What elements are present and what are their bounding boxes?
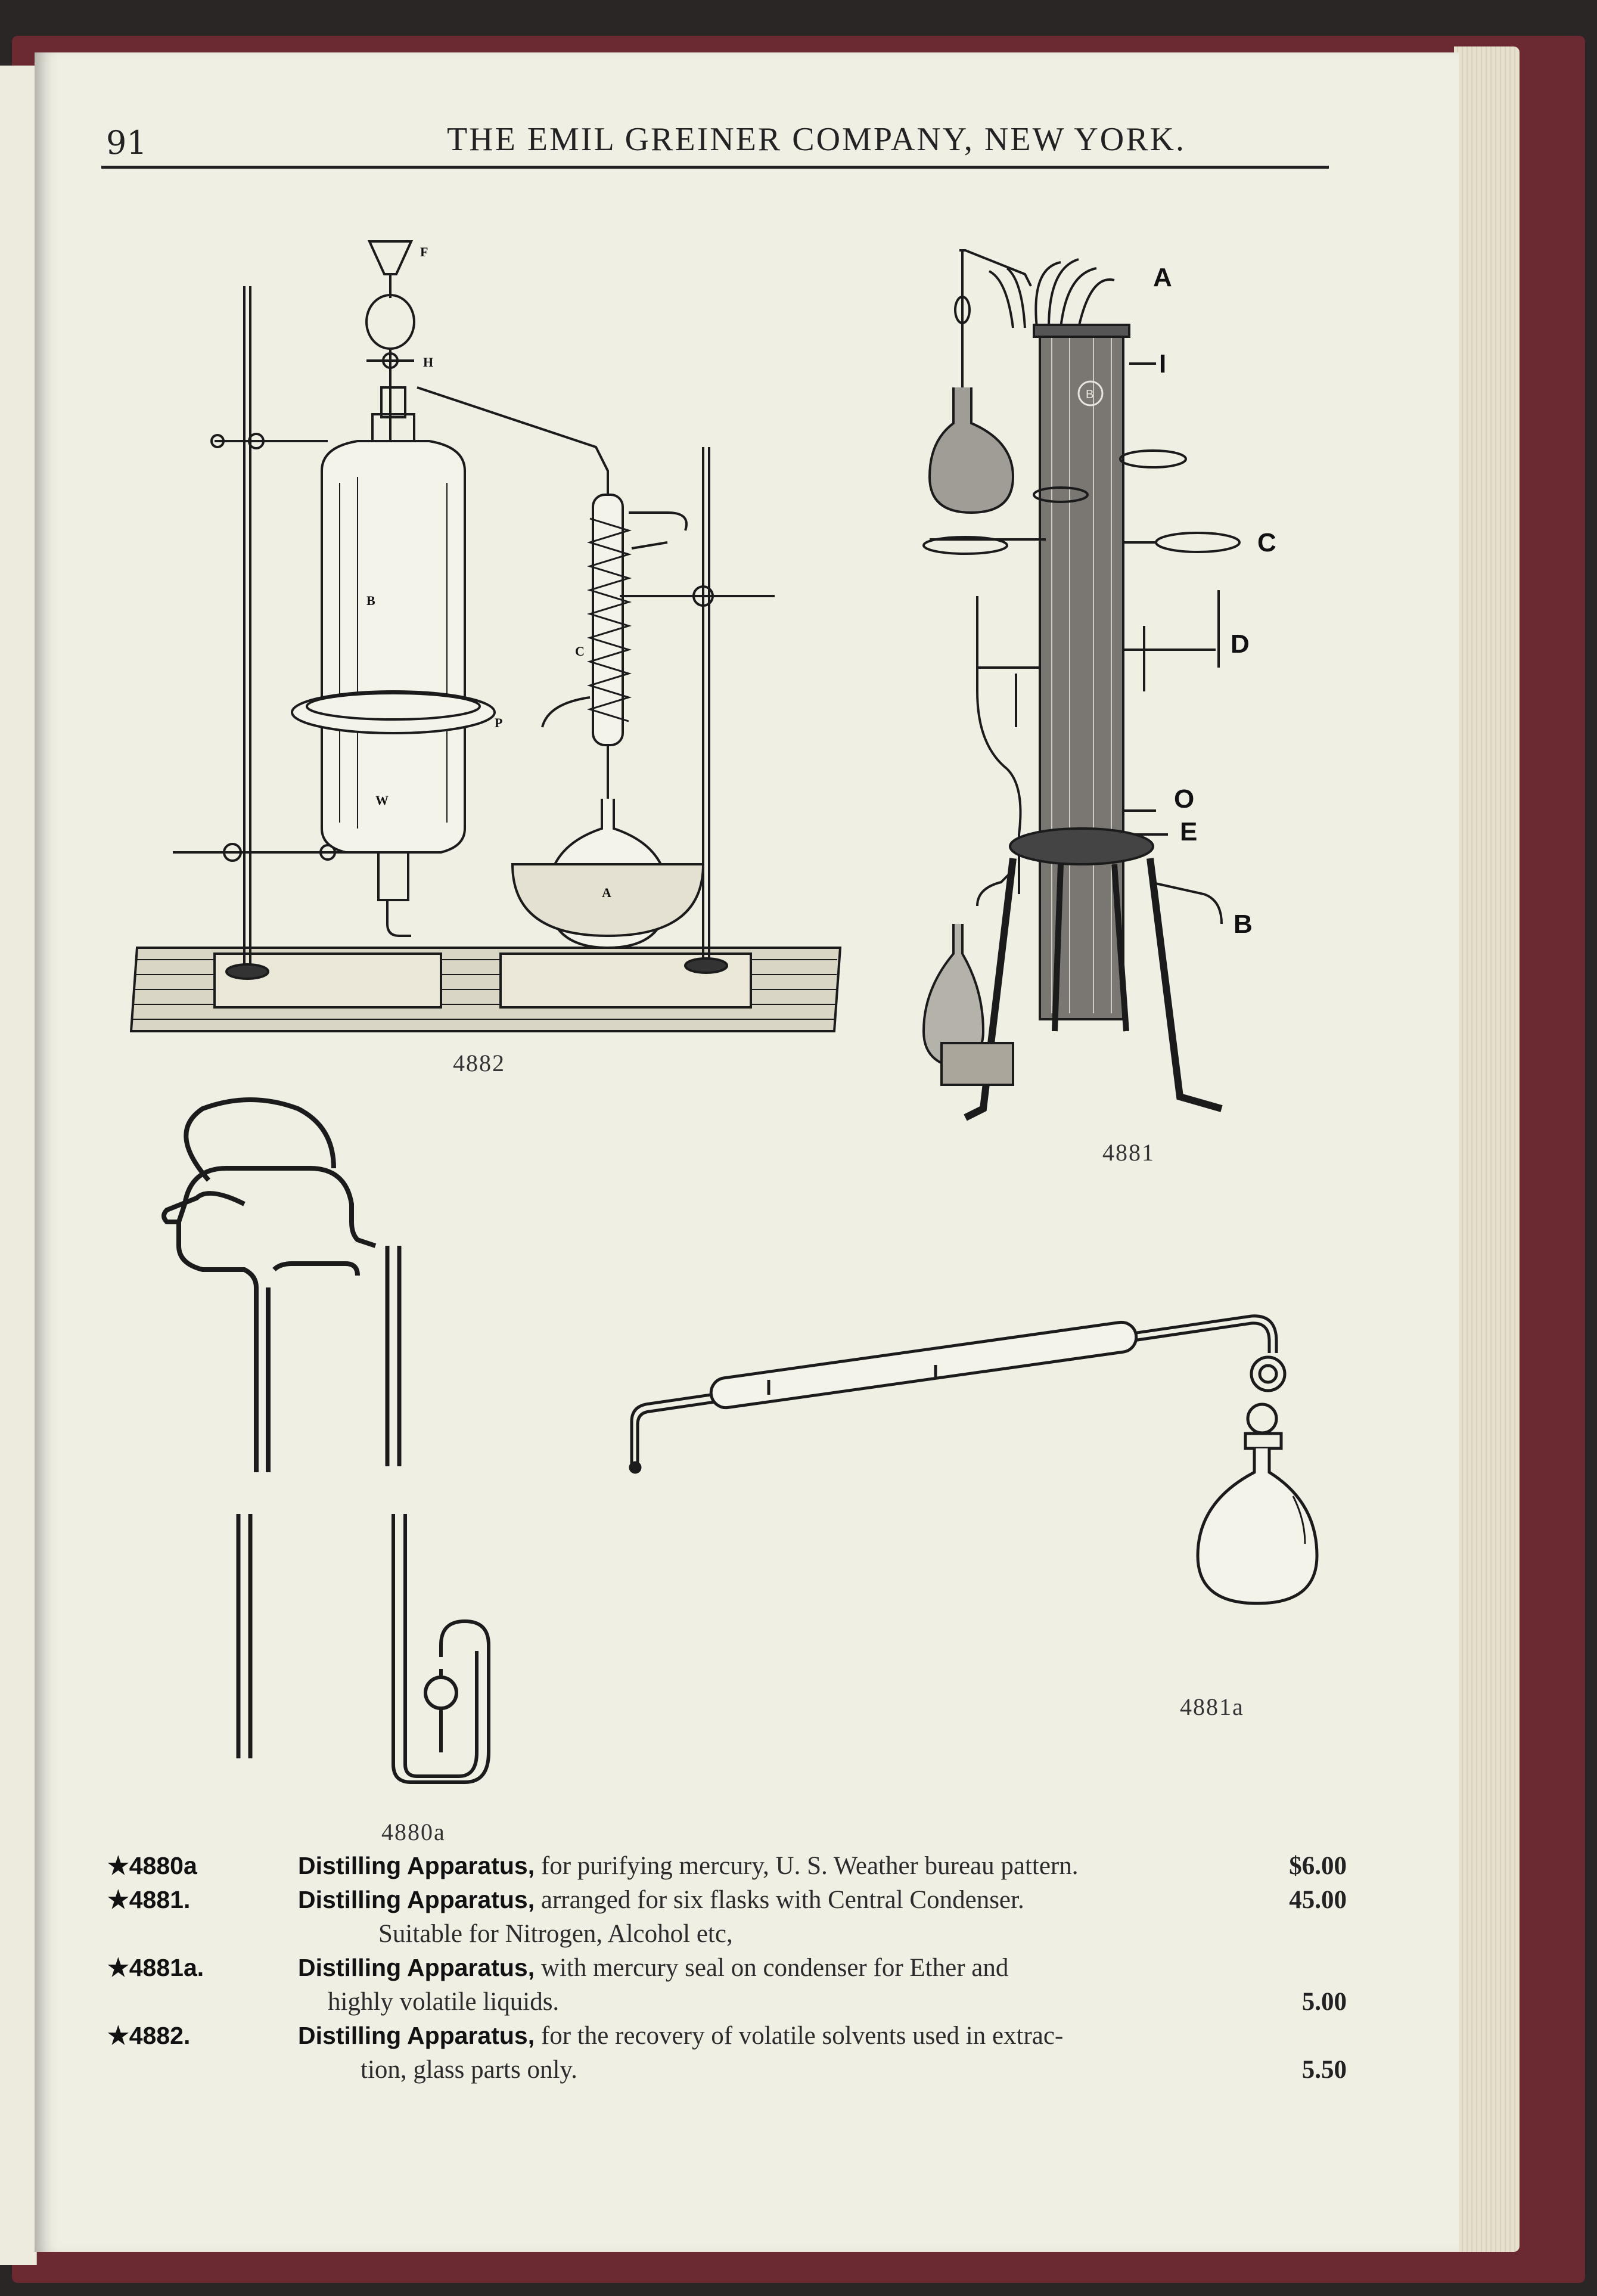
price: 5.50 — [1301, 2056, 1347, 2084]
product-description: arranged for six flasks with Central Condenser. — [540, 1886, 1024, 1914]
label-i-4881: I — [1159, 349, 1167, 378]
figure-4881a-caption: 4881a — [1180, 1693, 1244, 1720]
catalog-number: ★4881a. — [107, 1954, 204, 1981]
label-h: H — [423, 355, 434, 370]
label-e-4881: E — [1180, 817, 1198, 846]
figure-4881-illustration — [918, 238, 1335, 1144]
label-b-4881: B — [1234, 910, 1253, 939]
label-c: C — [575, 644, 585, 659]
price: 5.00 — [1301, 1988, 1347, 2016]
product-description: with mercury seal on condenser for Ether and — [540, 1954, 1009, 1982]
price: $6.00 — [1289, 1852, 1347, 1880]
product-description-continued: tion, glass parts only. — [361, 2056, 577, 2084]
product-name: Distilling Apparatus, — [298, 2022, 535, 2049]
facing-page-edge — [0, 66, 37, 2265]
product-name: Distilling Apparatus, — [298, 1886, 535, 1913]
label-w: W — [375, 793, 389, 808]
catalog-number: ★4880a — [107, 1852, 197, 1879]
running-head-title: THE EMIL GREINER COMPANY, NEW YORK. — [446, 121, 1186, 158]
catalog-number: ★4882. — [107, 2022, 191, 2049]
figure-4882-caption: 4882 — [453, 1050, 505, 1076]
label-d-4881: D — [1231, 629, 1250, 659]
list-item — [107, 1883, 1347, 1951]
list-item — [107, 1849, 1347, 1883]
label-a-4881: A — [1153, 263, 1172, 292]
price-listing — [107, 1849, 1347, 2087]
product-description: for the recovery of volatile solvents used in extrac- — [540, 2022, 1064, 2050]
label-f: F — [420, 244, 428, 259]
label-p: P — [495, 715, 503, 730]
figure-4880a-illustration — [155, 1097, 548, 1812]
list-item — [107, 1951, 1347, 2019]
label-c-4881: C — [1257, 528, 1276, 557]
figure-4881a-illustration — [626, 1305, 1317, 1711]
label-b: B — [366, 593, 375, 608]
list-item — [107, 2019, 1347, 2087]
figure-4880a-caption: 4880a — [381, 1819, 446, 1845]
figure-4881-caption: 4881 — [1102, 1139, 1155, 1166]
product-description-continued: Suitable for Nitrogen, Alcohol etc, — [378, 1920, 733, 1948]
page-number: 91 — [106, 124, 147, 162]
label-o-4881: O — [1174, 784, 1195, 814]
product-name: Distilling Apparatus, — [298, 1954, 535, 1981]
price: 45.00 — [1289, 1886, 1347, 1914]
figure-4882-illustration — [131, 232, 858, 1043]
column-badge: B — [1086, 388, 1094, 401]
header-rule — [101, 166, 1329, 169]
page-edges — [1454, 46, 1520, 2252]
product-description-continued: highly volatile liquids. — [328, 1988, 560, 2016]
catalog-number: ★4881. — [107, 1886, 191, 1913]
label-a: A — [602, 885, 611, 900]
product-name: Distilling Apparatus, — [298, 1852, 535, 1879]
product-description: for purifying mercury, U. S. Weather bureau pattern. — [540, 1852, 1079, 1880]
